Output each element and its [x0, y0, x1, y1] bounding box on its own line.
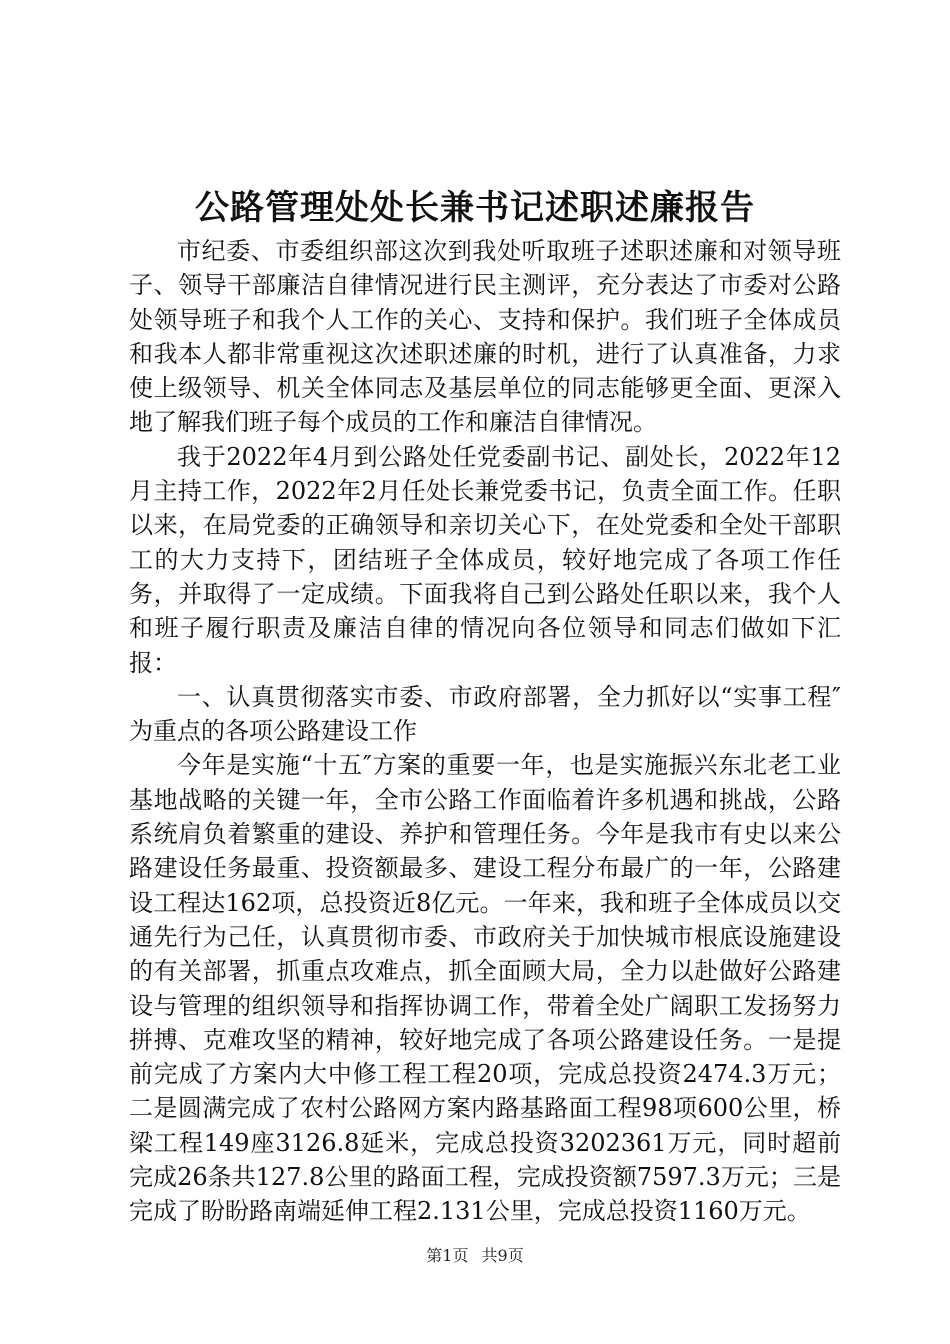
document-title: 公路管理处处长兼书记述职述廉报告 [195, 188, 755, 228]
paragraph-construction: 今年是实施“十五″方案的重要一年，也是实施振兴东北老工业基地战略的关键一年，全市公路工作面临着许多机遇和挑战，公路系统肩负着繁重的建设、养护和管理任务。今年是我市有史以来公路建设任务最重、投资额最多、建设工程分布最广的一年，公路建设工程达162项，总投资近8亿元。一年来，我和班子全体成员以交通先行为己任，认真贯彻市委、市政府关于加快城市根底设施建设的有关部署，抓重点攻难点，抓全面顾大局，全力以赴做好公路建设与管理的组织领导和指挥协调工作，带着全处广阔职工发扬努力拼搏、克难攻坚的精神，较好地完成了各项公路建设任务。一是提前完成了方案内大中修工程工程20项，完成总投资2474.3万元；二是圆满完成了农村公路网方案内路基路面工程98项600公里，桥梁工程149座3126.8延米，完成总投资3202361万元，同时超前完成26条共127.8公里的路面工程，完成投资额7597.3万元；三是完成了盼盼路南端延伸工程2.131公里，完成总投资1160万元。 [129, 751, 841, 1226]
paragraph-intro: 市纪委、市委组织部这次到我处听取班子述职述廉和对领导班子、领导干部廉洁自律情况进行民主测评，充分表达了市委对公路处领导班子和我个人工作的关心、支持和保护。我们班子全体成员和我本人都非常重视这次述职述廉的时机，进行了认真准备，力求使上级领导、机关全体同志及基层单位的同志能够更全面、更深入地了解我们班子每个成员的工作和廉洁自律情况。 [129, 237, 841, 437]
section-heading-1: 一、认真贯彻落实市委、市政府部署，全力抓好以“实事工程″为重点的各项公路建设工作 [129, 682, 841, 746]
page-number-total: 共9页 [481, 1246, 524, 1265]
document-body [129, 234, 841, 1229]
page-footer [0, 1244, 950, 1268]
paragraph-tenure: 我于2022年4月到公路处任党委副书记、副处长，2022年12月主持工作，2022年2月任处长兼党委书记，负责全面工作。任职以来，在局党委的正确领导和亲切关心下，在处党委和全处干部职工的大力支持下，团结班子全体成员，较好地完成了各项工作任务，并取得了一定成绩。下面我将自己到公路处任职以来，我个人和班子履行职责及廉洁自律的情况向各位领导和同志们做如下汇报： [129, 442, 841, 677]
page-number-current: 第1页 [426, 1246, 469, 1265]
